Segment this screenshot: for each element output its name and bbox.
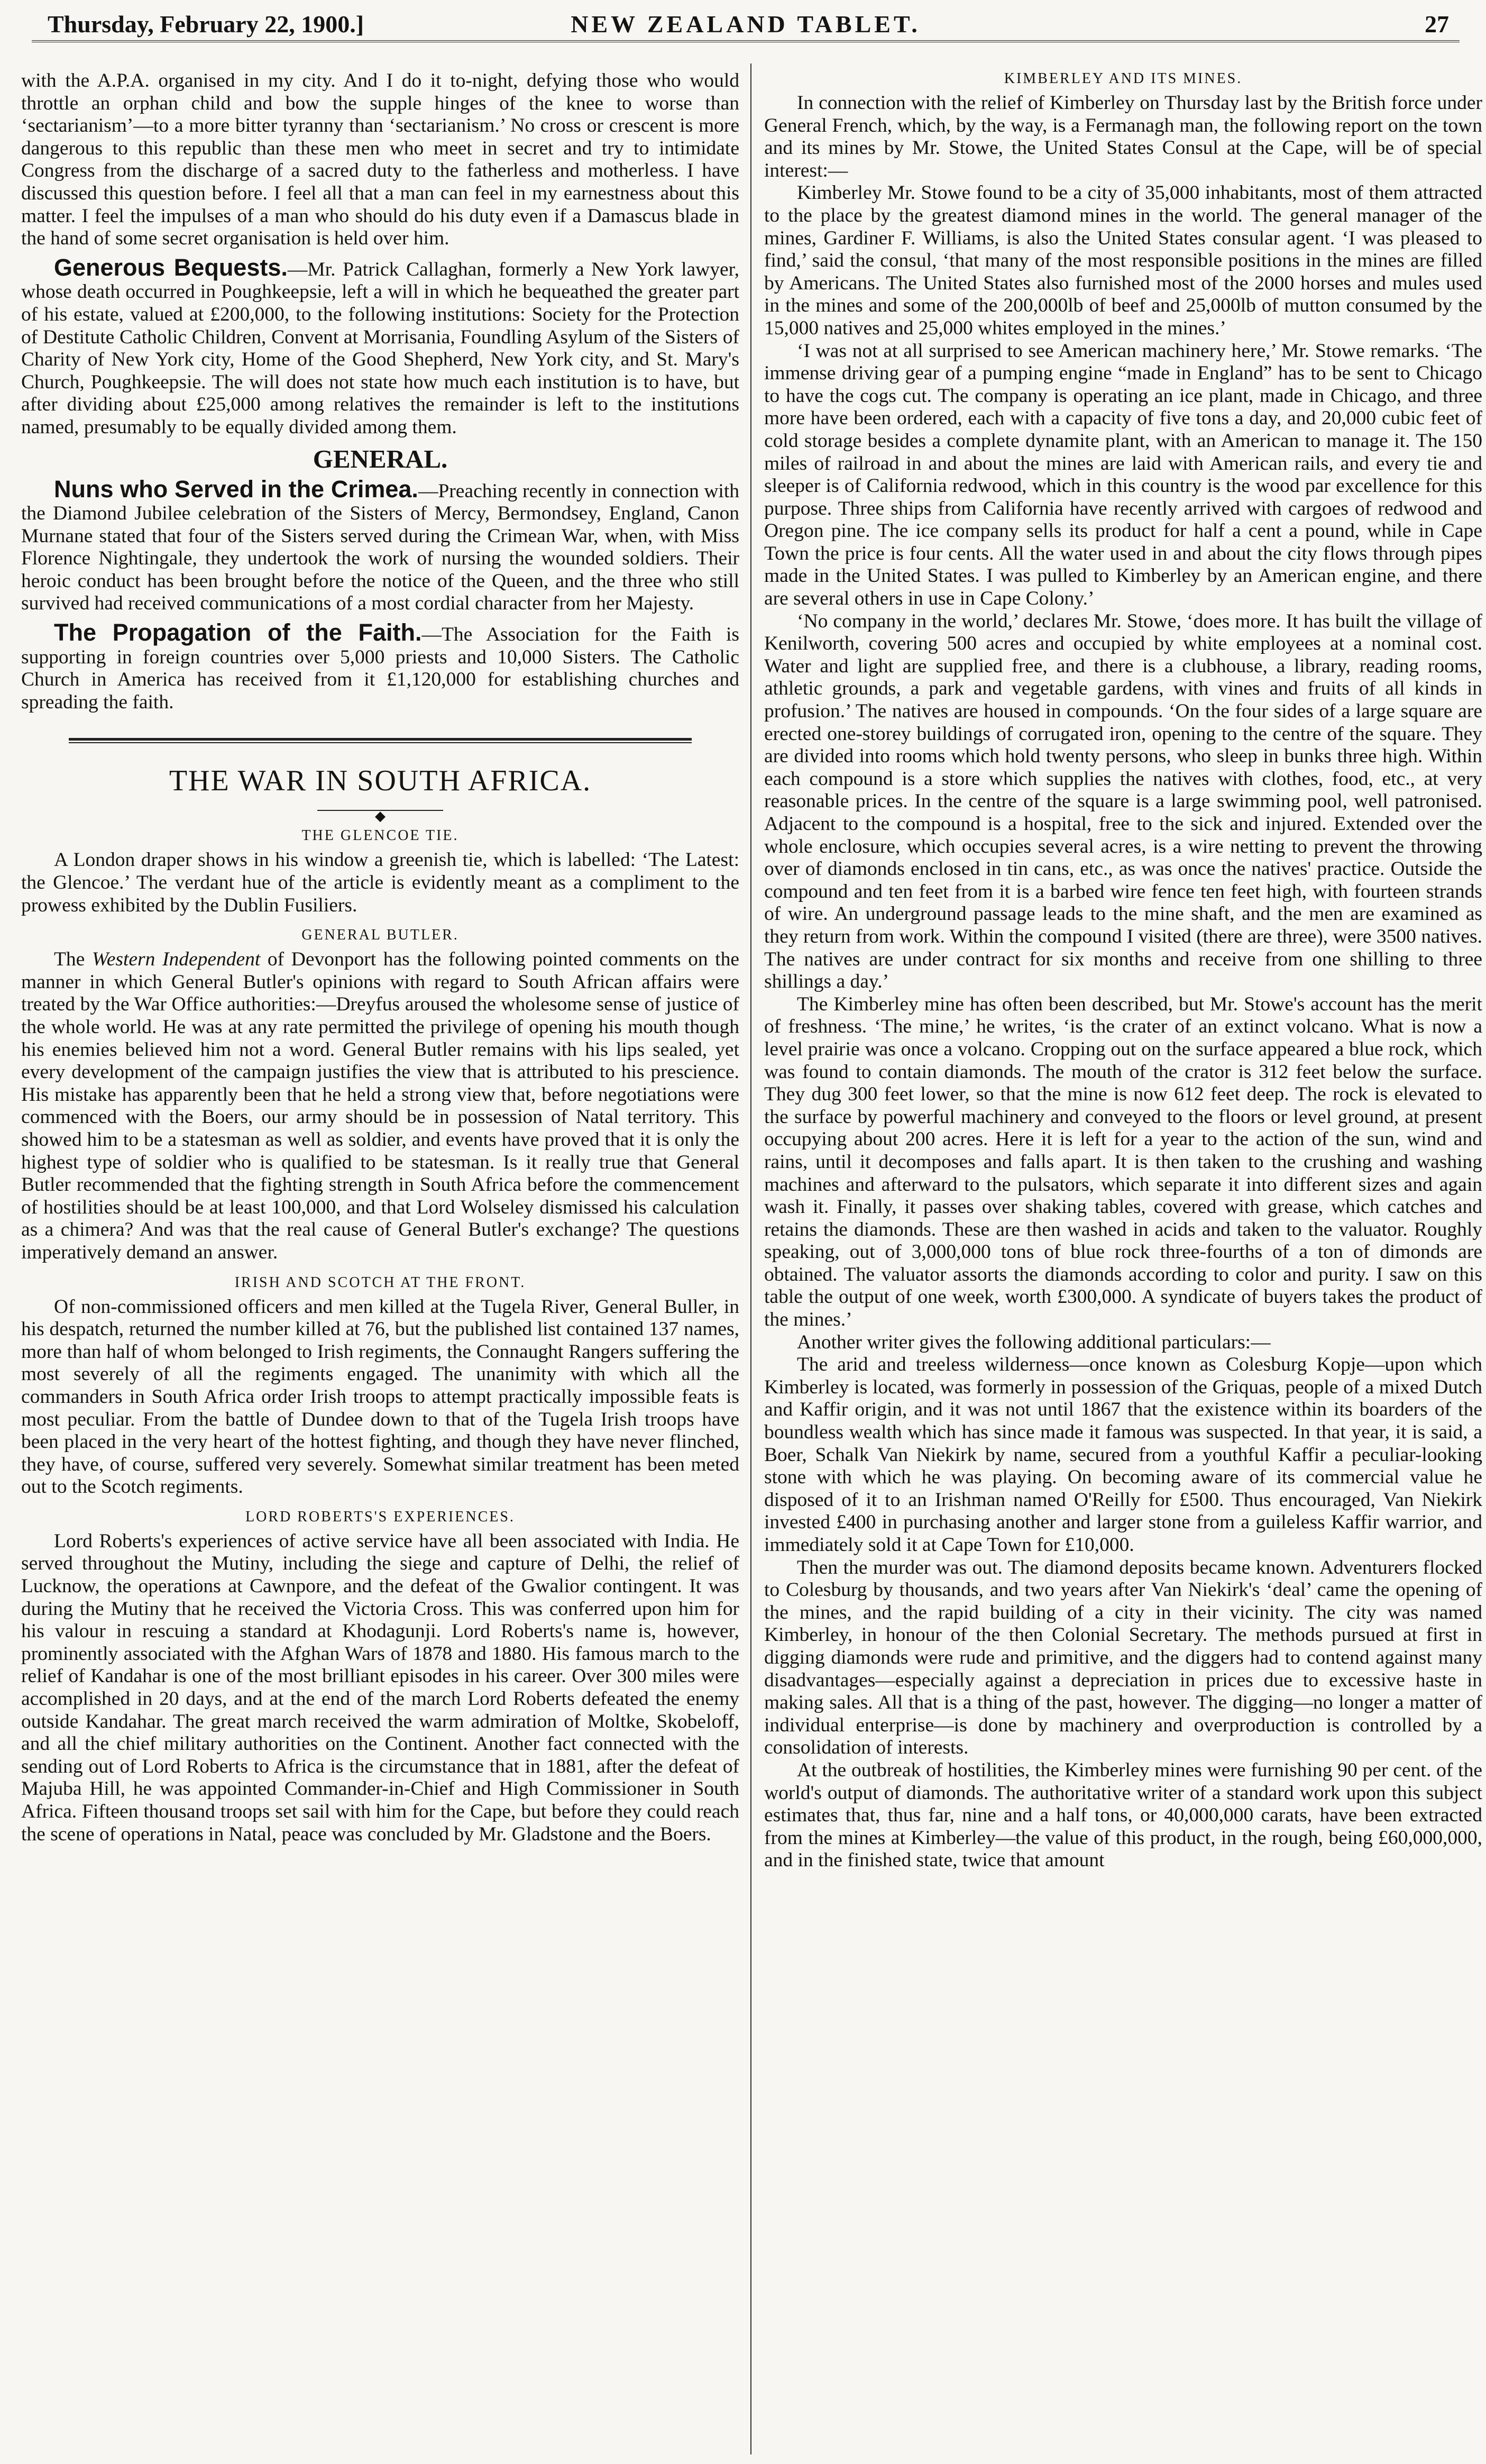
another-writer: Another writer gives the following additional particulars:— [797, 1331, 1271, 1353]
irish-heading: IRISH AND SCOTCH AT THE FRONT. [234, 1274, 526, 1291]
diamond-icon: ◆ [375, 808, 386, 824]
section-divider [69, 738, 692, 743]
butler-lead: The [54, 948, 92, 971]
apa-paragraph: with the A.P.A. organised in my city. And I do it to-night, defying those who would throttle an orphan child and bow the supple hinges of the knee to worse than ‘sectarianism’—to a more bitter tyranny than ‘sectarianism.’ No cross or crescent is more dangerous to this republic than these men who meet in secret and try to intimidate Congress from the discharge of a sacred duty to the fatherless and motherless. I have discussed this question before. I feel all that a man can feel in my earnestness about this matter. I feel the impulses of a man who should do his duty even if a Damascus blade in the hand of some secret organisation is held over him. [21, 70, 739, 250]
faith-article [21, 619, 739, 714]
irish-body: Of non-commissioned officers and men killed at the Tugela River, General Buller, in his despatch, returned the number killed at 76, but the published list contained 137 names, more than half of whom belonged to Irish regiments, the Connaught Rangers suffering the most severely of all the regiments engaged. The unanimity with which all the commanders in South Africa order Irish troops to attempt practically impossible feats is most peculiar. From the battle of Dundee down to that of the Tugela Irish troops have been placed in the very heart of the hottest fighting, and though they have never flinched, they have, of course, suffered very severely. Somewhat similar treatment has been meted out to the Scotch regiments. [21, 1295, 739, 1498]
left-column [21, 70, 739, 2445]
general-heading: GENERAL. [313, 444, 448, 473]
roberts-heading: LORD ROBERTS'S EXPERIENCES. [245, 1508, 515, 1525]
murder-paragraph: Then the murder was out. The diamond deposits became known. Adventurers flocked to Colesburg by thousands, and two years after Van Niekirk's ‘deal’ came the opening of the mines, and the rapid building of a city in their vicinity. The city was named Kimberley, in honour of the then Colonial Secretary. The methods pursued at first in digging diamonds were rude and primitive, and the diggers had to contend against many disadvantages—especially against a depreciation in prices due to excessive haste in making sales. All that is a thing of the past, however. The digging—no longer a matter of individual enterprise—is done by machinery and overproduction is controlled by a consolidation of interests. [764, 1556, 1482, 1759]
nuns-heading: Nuns who Served in the Crimea. [54, 475, 418, 503]
bequests-article [21, 253, 739, 439]
kimberley-intro: In connection with the relief of Kimberley on Thursday last by the British force under General French, which, by the way, is a Fermanagh man, the following report on the town and its mines by Mr. Stowe, the United States Consul at the Cape, will be of special interest:— [764, 92, 1482, 181]
faith-body: —The Association for the Faith is supporting in foreign countries over 5,000 priests and 10,000 Sisters. The Catholic Church in America has received from it £1,120,000 for establishing churches and spreading the faith. [21, 624, 739, 713]
faith-heading: The Propagation of the Faith. [54, 619, 422, 646]
company-paragraph: ‘No company in the world,’ declares Mr. Stowe, ‘does more. It has built the village of Kenilworth, covering 500 acres and occupied by white employees at a nominal cost. Water and light are supplied free, and there is a clubhouse, a library, reading rooms, athletic grounds, a park and vegetable gardens, with vines and fruits of all kinds in profusion.’ The natives are housed in compounds. ‘On the four sides of a large square are erected one-storey buildings of corrugated iron, opening to the centre of the square. They are divided into rooms which hold twenty persons, who sleep in bunks three high. Within each compound is a store which supplies the natives with clothes, food, etc., at very reasonable prices. In the centre of the square is a large swimming pool, well patronised. Adjacent to the compound is a hospital, free to the sick and injured. Extended over the whole enclosure, which occupies several acres, is a wire netting to prevent the throwing over of diamonds enclosed in tin cans, etc., as was once the natives' practice. Outside the compound and ten feet from it is a barbed wire fence ten feet high, with fourteen strands of wire. An underground passage leads to the mine shaft, and the men are examined as they return from work. Within the compound I visited (there are three), were 3500 natives. The natives are under contract for six months and receive from one shilling to three shillings a day.’ [764, 610, 1482, 993]
ornament-divider [21, 804, 739, 824]
issue-date: Thursday, February 22, 1900.] [48, 11, 364, 38]
history-paragraph: The arid and treeless wilderness—once known as Colesburg Kopje—upon which Kimberley is located, was formerly in possession of the Griquas, people of a mixed Dutch and Kaffir origin, and it was not until 1867 that the existence within its boarders of the boundless wealth which has since made it famous was suspected. In that year, it is said, a Boer, Schalk Van Niekirk by name, secured from a youthful Kaffir a peculiar-looking stone with which he was playing. On becoming aware of its commercial value he disposed of it to an Irishman named O'Reilly for £500. Thus encouraged, Van Niekirk invested £400 in purchasing another and larger stone from a guileless Kaffir warrior, and immediately sold it at Cape Town for £10,000. [764, 1354, 1482, 1556]
mine-paragraph: The Kimberley mine has often been described, but Mr. Stowe's account has the merit of freshness. ‘The mine,’ he writes, ‘is the crater of an extinct volcano. What is now a level prairie was once a volcano. Cropping out on the surface appeared a blue rock, which was found to contain diamonds. The mouth of the crator is 312 feet below the surface. They dug 300 feet lower, so that the mine is now 612 feet deep. The rock is elevated to the surface by powerful machinery and conveyed to the floors or level ground, at present occupying about 200 acres. Here it is left for a year to the action of the sun, wind and rains, until it decomposes and falls apart. It is then taken to the crushing and washing machines and afterward to the pulsators, which separate it into different sizes and again wash it. Finally, it passes over shaking tables, covered with grease, which catches and retains the diamonds. These are then washed in acids and taken to the valuator. Roughly speaking, out of 3,000,000 tons of blue rock three-fourths of a ton of dimonds are obtained. The valuator assorts the diamonds according to color and purity. I saw on this table the output of one week, worth £300,000. A syndicate of buyers takes the product of the mines.’ [764, 993, 1482, 1331]
stowe-paragraph: Kimberley Mr. Stowe found to be a city of 35,000 inhabitants, most of them attracted to the place by the greatest diamond mines in the world. The general manager of the mines, Gardiner F. Williams, is also the United States consular agent. ‘I was pleased to find,’ said the consul, ‘that many of the most responsible positions in the mines are filled by Americans. The United States also furnished most of the 2000 horses and mules used in the mines and some of the 200,000lb of beef and 25,000lb of mutton consumed by the 15,000 natives and 25,000 whites employed in the mines.’ [764, 182, 1482, 339]
glencoe-body: A London draper shows in his window a greenish tie, which is labelled: ‘The Latest: the Glencoe.’ The verdant hue of the article is evidently meant as a compliment to the prowess exhibited by the Dublin Fusiliers. [21, 849, 739, 916]
war-heading: THE WAR IN SOUTH AFRICA. [169, 764, 592, 798]
roberts-body: Lord Roberts's experiences of active service have all been associated with India. He served throughout the Mutiny, including the siege and capture of Delhi, the relief of Lucknow, the operations at Cawnpore, and the defeat of the Gwalior contingent. It was during the Mutiny that he received the Victoria Cross. This was conferred upon him for his valour in rescuing a standard at Khodagunji. Lord Roberts's name is, however, prominently associated with the Afghan Wars of 1878 and 1880. His famous march to the relief of Kandahar is one of the most brilliant episodes in his career. Over 300 miles were accomplished in 20 days, and at the end of the march Lord Roberts defeated the enemy outside Kandahar. The great march received the warm admiration of Moltke, Skobeloff, and all the chief military authorities on the Continent. Another fact connected with the sending out of Lord Roberts to Africa is the circumstance that in 1881, after the defeat of Majuba Hill, he was appointed Commander-in-Chief and High Commissioner in South Africa. Fifteen thousand troops set sail with him for the Cape, but before they could reach the scene of operations in Natal, peace was concluded by Mr. Gladstone and the Boers. [21, 1530, 739, 1845]
bequests-body: —Mr. Patrick Callaghan, formerly a New York lawyer, whose death occurred in Poughkeepsie, left a will in which he bequeathed the greater part of his estate, valued at £200,000, to the following institutions: Society for the Protection of Destitute Catholic Children, Convent at Morrisania, Foundling Asylum of the Sisters of Charity of New York city, Home of the Good Shepherd, New York city, and St. Mary's Church, Poughkeepsie. The will does not state how much each institution is to have, but after dividing about £25,000 among relatives the remainder is left to the institutions named, presumably to be equally divided among them. [21, 258, 739, 438]
glencoe-heading: THE GLENCOE TIE. [301, 827, 459, 844]
newspaper-name: Western Independent [91, 948, 261, 971]
butler-heading: GENERAL BUTLER. [301, 927, 459, 944]
nuns-body: —Preaching recently in connection with the Diamond Jubilee celebration of the Sisters of Mercy, Bermondsey, England, Canon Murnane stated that four of the Sisters served during the Crimean War, when, with Miss Florence Nightingale, they undertook the work of nursing the wounded soldiers. Their heroic conduct has been brought before the notice of the Queen, and the three who still survived had received communications of a most cordial character from her Majesty. [21, 480, 739, 615]
right-column [764, 70, 1482, 2445]
newspaper-title: NEW ZEALAND TABLET. [571, 11, 921, 38]
bequests-heading: Generous Bequests. [54, 253, 288, 281]
kimberley-heading: KIMBERLEY AND ITS MINES. [1004, 70, 1243, 87]
butler-article [21, 948, 739, 1264]
masthead [32, 10, 1460, 42]
page-number: 27 [1425, 11, 1449, 38]
machinery-paragraph: ‘I was not at all surprised to see American machinery here,’ Mr. Stowe remarks. ‘The immense driving gear of a pumping engine “made in England” has to be sent to Chicago to have the cogs cut. The company is operating an ice plant, made in Chicago, and three more have been ordered, each with a capacity of five tons a day, and 20,000 cubic feet of cold storage besides a complete dynamite plant, with an American to manage it. The 150 miles of railroad in and about the mines are laid with American rails, and every tie and sleeper is of California redwood, which in this country is the wood par excellence for this purpose. Three ships from California have recently arrived with cargoes of redwood and Oregon pine. The ice company sells its product for half a cent a pound, while in Cape Town the price is four cents. All the water used in and about the city flows through pipes made in the United States. I was pulled to Kimberley by an American engine, and there are several others in use in Cape Colony.’ [764, 340, 1482, 610]
column-rule [750, 63, 751, 2454]
outbreak-paragraph: At the outbreak of hostilities, the Kimberley mines were furnishing 90 per cent. of the world's output of diamonds. The authoritative writer of a standard work upon this subject estimates that, thus far, nine and a half tons, or 40,000,000 carats, have been extracted from the mines at Kimberley—the value of this product, in the rough, being £60,000,000, and in the finished state, twice that amount [764, 1759, 1482, 1872]
butler-body: of Devonport has the following pointed comments on the manner in which General Butler's opinions with regard to South African affairs were treated by the War Office authorities:—Dreyfus aroused the wholesome sense of justice of the whole world. He was at any rate permitted the privilege of opening his mouth though his enemies believed him not a word. General Butler remains with his lips sealed, yet every development of the campaign justifies the view that is attributed to his prescience. His mistake has apparently been that he held a strong view that, before negotiations were commenced with the Boers, our army should be in possession of Natal territory. This showed him to be a statesman as well as soldier, and events have proved that it is only the highest type of soldier who is qualified to be statesman. Is it really true that General Butler recommended that the fighting strength in South Africa before the commencement of hostilities should be at least 100,000, and that Lord Wolseley dismissed his calculation as a chimera? And was that the real cause of General Butler's exchange? The questions imperatively demand an answer. [21, 948, 739, 1263]
nuns-article [21, 475, 739, 616]
